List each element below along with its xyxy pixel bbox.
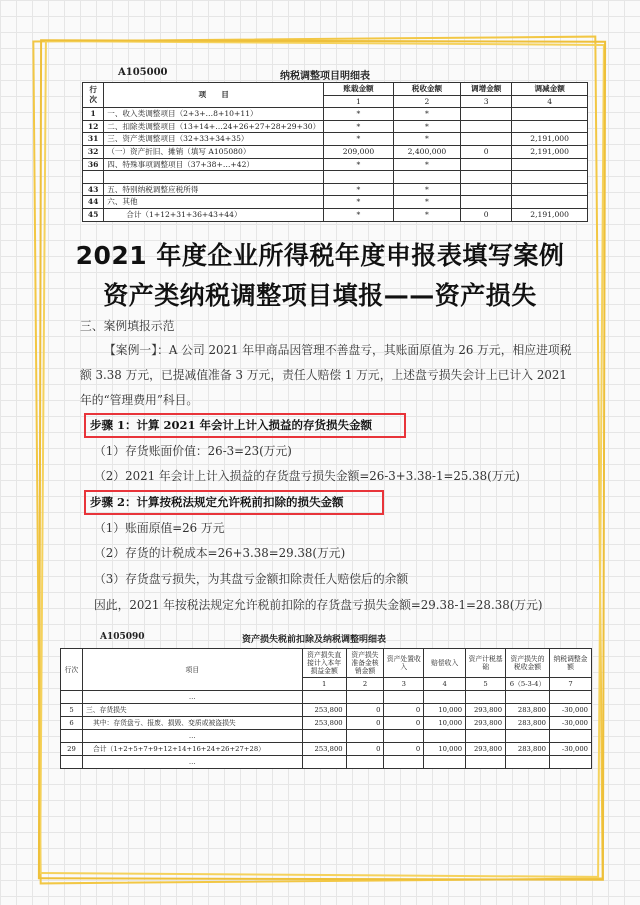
row-c4 [512,183,588,196]
table-ellipsis-row [61,730,592,743]
header-n3: 3 [384,678,424,691]
row-c2: * [393,158,460,171]
tax-adjustment-table [82,82,588,222]
row-c3: 0 [461,208,512,221]
header-item: 项目 [82,649,302,691]
table-header-row [61,649,592,678]
header-line: 行次 [61,649,83,691]
header-n4: 4 [512,95,588,108]
row-c6: 283,800 [506,717,550,730]
table-row [61,717,592,730]
row-line: 1 [83,108,104,121]
header-n7: 7 [549,678,591,691]
row-c6: 283,800 [506,704,550,717]
row-item: 合计（1+12+31+36+43+44） [104,208,324,221]
step1-line2: （2）2021 年会计上计入损益的存货盘亏损失金额=26-3+3.38-1=25.38(万元) [94,469,520,483]
row-c4: 10,000 [424,704,466,717]
row-line: 6 [61,717,83,730]
row-item: 其中：存货盘亏、报废、损毁、变质或被盗损失 [82,717,302,730]
header-c7: 纳税调整金额 [549,649,591,678]
header-c3: 调增金额 [461,83,512,96]
row-line: 45 [83,208,104,221]
table-header-row [83,83,588,96]
row-c2: 2,400,000 [393,145,460,158]
row-c1: 253,800 [302,717,346,730]
row-c3: 0 [384,743,424,756]
row-c2: * [393,133,460,146]
row-c1: * [324,133,394,146]
header-n1: 1 [324,95,394,108]
row-line: 43 [83,183,104,196]
header-c4: 赔偿收入 [424,649,466,678]
row-item: （一）资产折旧、摊销（填写 A105080） [104,145,324,158]
row-c2: * [393,183,460,196]
row-c1: * [324,158,394,171]
header-line: 行 次 [83,83,104,108]
row-c1: 253,800 [302,704,346,717]
table-row [83,108,588,121]
row-c3 [461,196,512,209]
table-ellipsis-row [61,756,592,769]
table-row [83,183,588,196]
step1-line1: （1）存货账面价值：26-3=23(万元) [94,444,292,458]
header-n2: 2 [346,678,384,691]
row-c5: 293,800 [466,717,506,730]
table-row [83,208,588,221]
row-c4: 10,000 [424,717,466,730]
row-c2: 0 [346,743,384,756]
row-c3 [461,108,512,121]
row-item: 三、存货损失 [82,704,302,717]
table-row [83,133,588,146]
table-row [61,743,592,756]
header-c6: 资产损失的税收金额 [506,649,550,678]
header-c2: 税收金额 [393,83,460,96]
table-row [61,704,592,717]
row-line: 12 [83,120,104,133]
form-title: 资产损失税前扣除及纳税调整明细表 [242,635,387,645]
row-c4: 2,191,000 [512,133,588,146]
step2-line1: （1）账面原值=26 万元 [94,521,225,535]
ellipsis: … [82,730,302,743]
row-c2: * [393,208,460,221]
step2-line4: 因此，2021 年按税法规定允许税前扣除的存货盘亏损失金额=29.38-1=28.38(万元) [94,598,543,612]
header-c5: 资产计税基础 [466,649,506,678]
row-c5: 293,800 [466,743,506,756]
row-c4: 2,191,000 [512,145,588,158]
section-heading: 三、案例填报示范 [80,319,175,333]
row-c4 [512,120,588,133]
row-c2: * [393,196,460,209]
row-item: 六、其他 [104,196,324,209]
header-n3: 3 [461,95,512,108]
header-n5: 5 [466,678,506,691]
row-item: 二、扣除类调整项目（13+14+…24+26+27+28+29+30） [104,120,324,133]
row-item: 四、特殊事项调整项目（37+38+…+42） [104,158,324,171]
row-line: 36 [83,158,104,171]
table-row [83,145,588,158]
row-c2: 0 [346,704,384,717]
row-c4: 10,000 [424,743,466,756]
header-c2: 资产损失准备金核销金额 [346,649,384,678]
row-c2: 0 [346,717,384,730]
row-item: 五、特别纳税调整应税所得 [104,183,324,196]
row-c3: 0 [384,717,424,730]
step1-title: 步骤 1：计算 2021 年会计上计入损益的存货损失金额 [90,418,373,432]
row-c4 [512,196,588,209]
ellipsis: … [82,691,302,704]
step2-title: 步骤 2：计算按税法规定允许税前扣除的损失金额 [90,495,344,509]
header-n2: 2 [393,95,460,108]
page-subtitle: 资产类纳税调整项目填报——资产损失 [103,281,537,310]
row-c6: 283,800 [506,743,550,756]
row-c3: 0 [461,145,512,158]
row-c3 [461,133,512,146]
row-c7: -30,000 [549,743,591,756]
row-item: 合计（1+2+5+7+9+12+14+16+24+26+27+28） [82,743,302,756]
page-title: 2021 年度企业所得税年度申报表填写案例 [75,241,565,270]
form-code: A105090 [100,632,145,642]
table-gap-row [83,171,588,184]
row-c3 [461,183,512,196]
form-code: A105000 [118,67,168,78]
row-c3: 0 [384,704,424,717]
row-c7: -30,000 [549,704,591,717]
row-c2: * [393,120,460,133]
step2-line2: （2）存货的计税成本=26+3.38=29.38(万元) [94,546,346,560]
row-c5: 293,800 [466,704,506,717]
table-row [83,158,588,171]
header-c3: 资产处置收入 [384,649,424,678]
row-c3 [461,120,512,133]
row-line: 44 [83,196,104,209]
asset-loss-table [60,648,592,769]
header-n6: 6（5-3-4） [506,678,550,691]
header-item: 项 目 [104,83,324,108]
case-text: 【案例一】：A 公司 2021 年甲商品因管理不善盘亏，其账面原值为 26 万元，相应进项税额 3.38 万元，已提减值准备 3 万元，责任人赔偿 1 万元，上述盘亏损失会计上已计入 2021 年的“管理费用”科目。 [80,343,572,407]
row-item: 三、资产类调整项目（32+33+34+35） [104,133,324,146]
row-c3 [461,158,512,171]
row-item: 一、收入类调整项目（2+3+…8+10+11） [104,108,324,121]
header-c1: 账载金额 [324,83,394,96]
row-c4 [512,158,588,171]
header-c4: 调减金额 [512,83,588,96]
row-c1: * [324,196,394,209]
table-ellipsis-row [61,691,592,704]
form-title: 纳税调整项目明细表 [280,71,370,82]
row-c1: * [324,208,394,221]
table-row [83,196,588,209]
row-line: 29 [61,743,83,756]
step2-line3: （3）存货盘亏损失，为其盘亏金额扣除责任人赔偿后的余额 [94,572,409,586]
row-c2: * [393,108,460,121]
row-c4 [512,108,588,121]
row-c7: -30,000 [549,717,591,730]
row-line: 32 [83,145,104,158]
header-n1: 1 [302,678,346,691]
row-c1: * [324,183,394,196]
row-c1: * [324,120,394,133]
ellipsis: … [82,756,302,769]
row-c4: 2,191,000 [512,208,588,221]
row-line: 5 [61,704,83,717]
row-c1: 253,800 [302,743,346,756]
header-c1: 资产损失直接计入本年损益金额 [302,649,346,678]
header-n4: 4 [424,678,466,691]
row-c1: 209,000 [324,145,394,158]
row-line: 31 [83,133,104,146]
table-row [83,120,588,133]
row-c1: * [324,108,394,121]
